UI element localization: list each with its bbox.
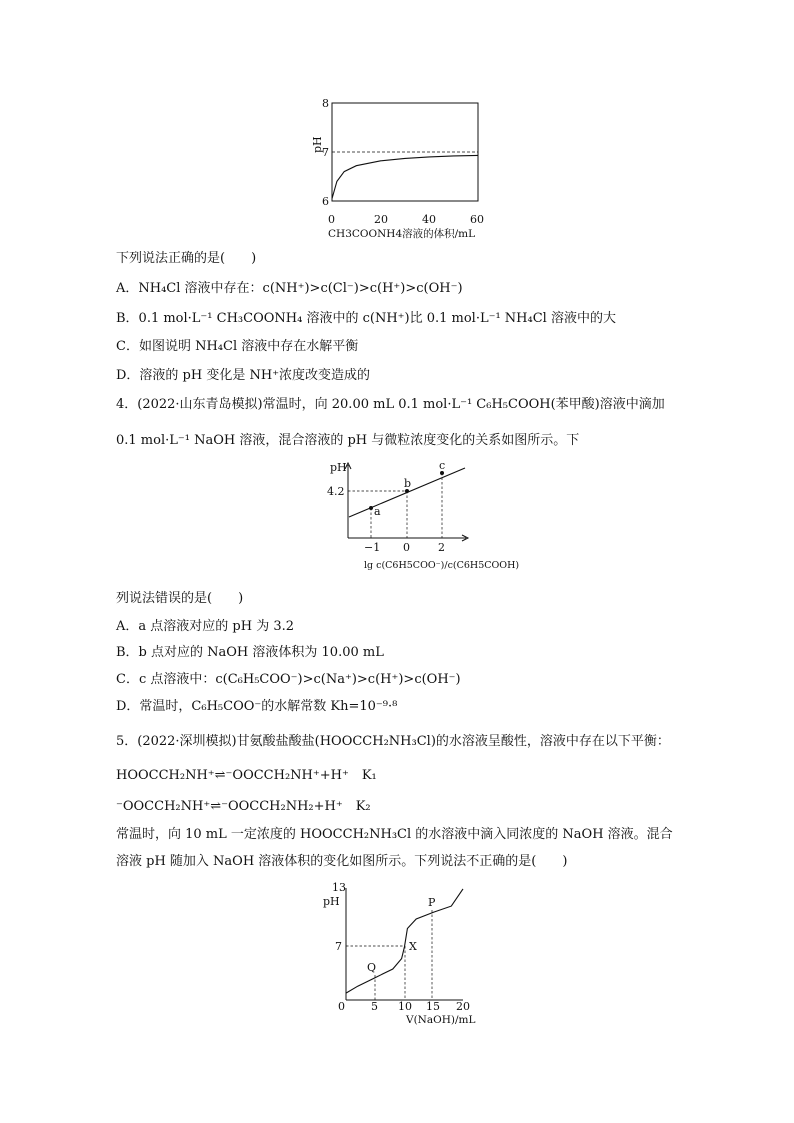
q5-stem-line1: 5．(2022·深圳模拟)甘氨酸盐酸盐(HOOCCH₂NH₃Cl)的水溶液呈酸性，溶液中存在以下平衡： — [116, 734, 670, 749]
point-label-b: b — [404, 477, 412, 490]
point-label-a: a — [374, 505, 381, 518]
xtick-label: 0 — [328, 213, 335, 226]
q5-stem-line3: 溶液 pH 随加入 NaOH 溶液体积的变化如图所示。下列说法不正确的是( ) — [116, 854, 568, 869]
q4-option-c[interactable]: C．c 点溶液中：c(C₆H₅COO⁻)>c(Na⁺)>c(H⁺)>c(OH⁻) — [116, 672, 461, 687]
q3-option-d[interactable]: D．溶液的 pH 变化是 NH⁺浓度改变造成的 — [116, 368, 371, 383]
x-axis-label: lg c(C6H5COO⁻)/c(C6H5COOH) — [364, 560, 520, 571]
x-axis-label: CH3COONH4溶液的体积/mL — [328, 228, 476, 240]
chart-ph-vs-lg-ratio — [318, 459, 520, 580]
q4-option-b[interactable]: B．b 点对应的 NaOH 溶液体积为 10.00 mL — [116, 645, 384, 660]
ytick-label: 6 — [322, 195, 329, 208]
q5-stem-line2: 常温时，向 10 mL 一定浓度的 HOOCCH₂NH₃Cl 的水溶液中滴入同浓度的 NaOH 溶液。混合 — [116, 827, 673, 842]
y-axis-label: pH — [323, 895, 340, 908]
q5-equilibrium-1: HOOCCH₂NH⁺⇌⁻OOCCH₂NH⁺+H⁺ K₁ — [116, 768, 377, 783]
chart-titration-ph-vs-naoh — [320, 880, 480, 1028]
q3-option-c[interactable]: C．如图说明 NH₄Cl 溶液中存在水解平衡 — [116, 339, 359, 354]
q5-equilibrium-2: ⁻OOCCH₂NH⁺⇌⁻OOCCH₂NH₂+H⁺ K₂ — [116, 799, 371, 814]
y-axis-label: pH — [311, 136, 324, 153]
ytick-label: 13 — [332, 881, 346, 894]
point-label-q: Q — [367, 961, 377, 974]
ytick-label: 8 — [322, 97, 329, 110]
point-label-p: P — [428, 896, 436, 909]
xtick-label: 15 — [426, 1000, 440, 1013]
y-axis-label: pH — [330, 461, 347, 474]
q4-stem-line2: 0.1 mol·L⁻¹ NaOH 溶液，混合溶液的 pH 与微粒浓度变化的关系如图所示。下 — [116, 433, 580, 448]
point-label-x: X — [409, 940, 417, 953]
xtick-label: 2 — [438, 541, 445, 554]
q4-option-a[interactable]: A．a 点溶液对应的 pH 为 3.2 — [116, 619, 295, 634]
xtick-label: 0 — [403, 541, 410, 554]
xtick-label: 0 — [338, 1000, 345, 1013]
point-a — [369, 506, 373, 510]
ytick-label: 7 — [335, 940, 342, 953]
q4-stem-line1: 4．(2022·山东青岛模拟)常温时，向 20.00 mL 0.1 mol·L⁻¹ C₆H₅COOH(苯甲酸)溶液中滴加 — [116, 397, 665, 412]
xtick-label: 40 — [422, 213, 436, 226]
point-label-c: c — [439, 459, 446, 472]
xtick-label: 60 — [470, 213, 484, 226]
chart-ph-vs-ch3coonh4-volume — [300, 96, 500, 244]
q3-option-b[interactable]: B．0.1 mol·L⁻¹ CH₃COONH₄ 溶液中的 c(NH⁺)比 0.1 mol·L⁻¹ NH₄Cl 溶液中的大 — [116, 311, 616, 326]
x-axis-label: V(NaOH)/mL — [406, 1014, 476, 1026]
xtick-label: −1 — [364, 541, 381, 554]
q3-stem: 下列说法正确的是( ) — [116, 251, 257, 266]
xtick-label: 20 — [456, 1000, 470, 1013]
q4-stem-line3: 列说法错误的是( ) — [116, 591, 244, 606]
q4-option-d[interactable]: D．常温时，C₆H₅COO⁻的水解常数 Kh=10⁻⁹·⁸ — [116, 699, 398, 714]
ytick-label: 4.2 — [327, 485, 345, 498]
xtick-label: 20 — [374, 213, 388, 226]
xtick-label: 10 — [398, 1000, 412, 1013]
ytick-label: 7 — [322, 146, 329, 159]
ph-curve — [332, 155, 478, 198]
xtick-label: 5 — [371, 1000, 378, 1013]
q3-option-a[interactable]: A．NH₄Cl 溶液中存在：c(NH⁺)>c(Cl⁻)>c(H⁺)>c(OH⁻) — [116, 281, 463, 296]
titration-curve — [346, 889, 463, 993]
